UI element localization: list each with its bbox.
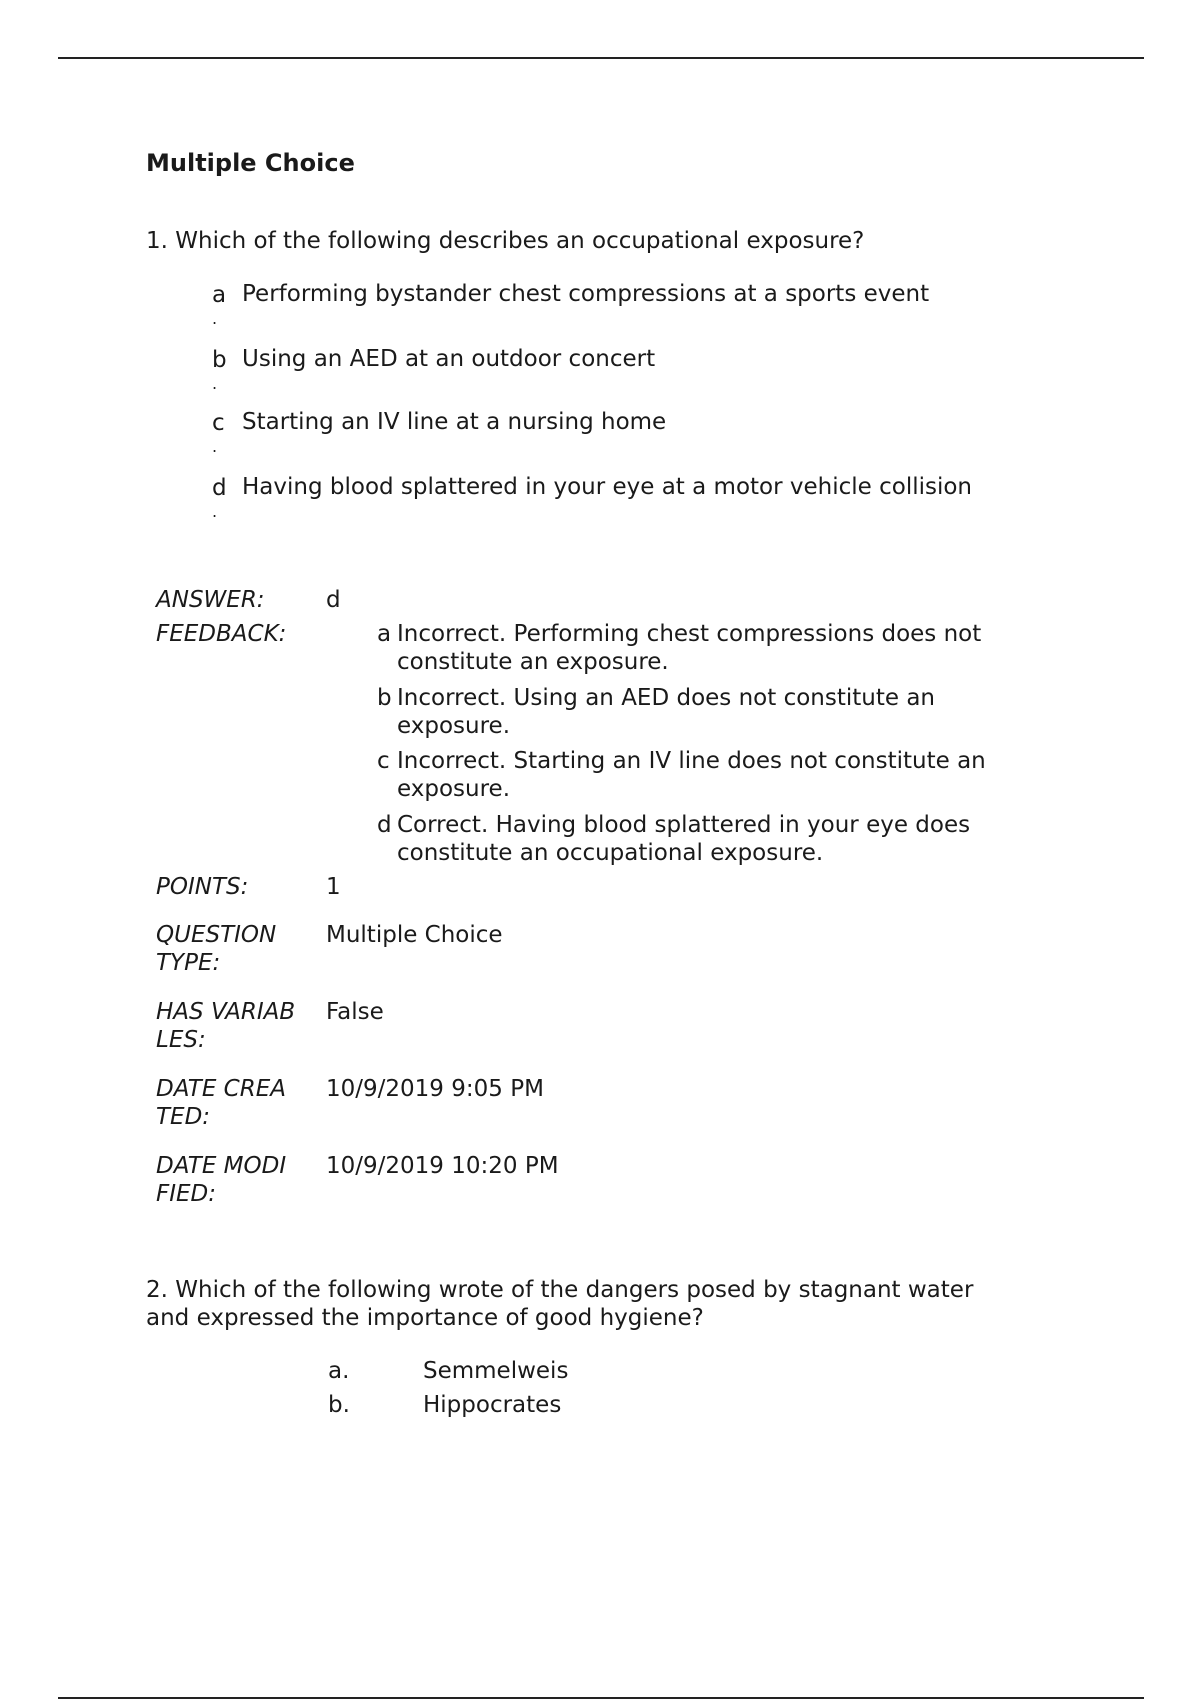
- date-modified-label: DATE MODI FIED:: [156, 1153, 287, 1207]
- answer-label: ANSWER:: [156, 587, 265, 613]
- points-label: POINTS:: [156, 874, 249, 900]
- q2-choice-text-a: Semmelweis: [423, 1358, 569, 1384]
- top-rule: [58, 57, 1144, 59]
- has-variables-value: False: [326, 999, 384, 1025]
- feedback-text-b: Incorrect. Using an AED does not constitute an exposure.: [397, 685, 936, 739]
- feedback-label: FEEDBACK:: [156, 621, 287, 647]
- question-1-stem: 1. Which of the following describes an occupational exposure?: [146, 228, 865, 254]
- q2-choice-letter-b: b.: [328, 1392, 350, 1418]
- choice-text-a: Performing bystander chest compressions at a sports event: [242, 281, 930, 307]
- q2-choice-letter-a: a.: [328, 1358, 350, 1384]
- choice-letter-b: b .: [212, 347, 227, 393]
- has-variables-label: HAS VARIAB LES:: [156, 999, 296, 1053]
- choice-letter-c: c .: [212, 410, 225, 456]
- question-type-label: QUESTION TYPE:: [156, 922, 277, 976]
- feedback-text-a: Incorrect. Performing chest compressions does not constitute an exposure.: [397, 621, 982, 675]
- question-2-stem: 2. Which of the following wrote of the dangers posed by stagnant water and expressed the importance of good hygiene?: [146, 1277, 974, 1331]
- date-modified-value: 10/9/2019 10:20 PM: [326, 1153, 559, 1179]
- feedback-text-d: Correct. Having blood splattered in your eye does constitute an occupational exposure.: [397, 812, 971, 866]
- feedback-text-c: Incorrect. Starting an IV line does not constitute an exposure.: [397, 748, 986, 802]
- feedback-letter-a: a: [377, 621, 392, 647]
- question-type-value: Multiple Choice: [326, 922, 503, 948]
- feedback-letter-c: c: [377, 748, 390, 774]
- choice-text-b: Using an AED at an outdoor concert: [242, 346, 656, 372]
- date-created-label: DATE CREA TED:: [156, 1076, 286, 1130]
- choice-text-d: Having blood splattered in your eye at a motor vehicle collision: [242, 474, 973, 500]
- q2-choice-text-b: Hippocrates: [423, 1392, 562, 1418]
- points-value: 1: [326, 874, 341, 900]
- choice-letter-a: a .: [212, 282, 227, 328]
- bottom-rule: [58, 1697, 1144, 1699]
- section-title: Multiple Choice: [146, 149, 355, 177]
- answer-value: d: [326, 587, 341, 613]
- choice-text-c: Starting an IV line at a nursing home: [242, 409, 667, 435]
- feedback-letter-d: d: [377, 812, 392, 838]
- choice-letter-d: d .: [212, 475, 227, 521]
- date-created-value: 10/9/2019 9:05 PM: [326, 1076, 544, 1102]
- feedback-letter-b: b: [377, 685, 392, 711]
